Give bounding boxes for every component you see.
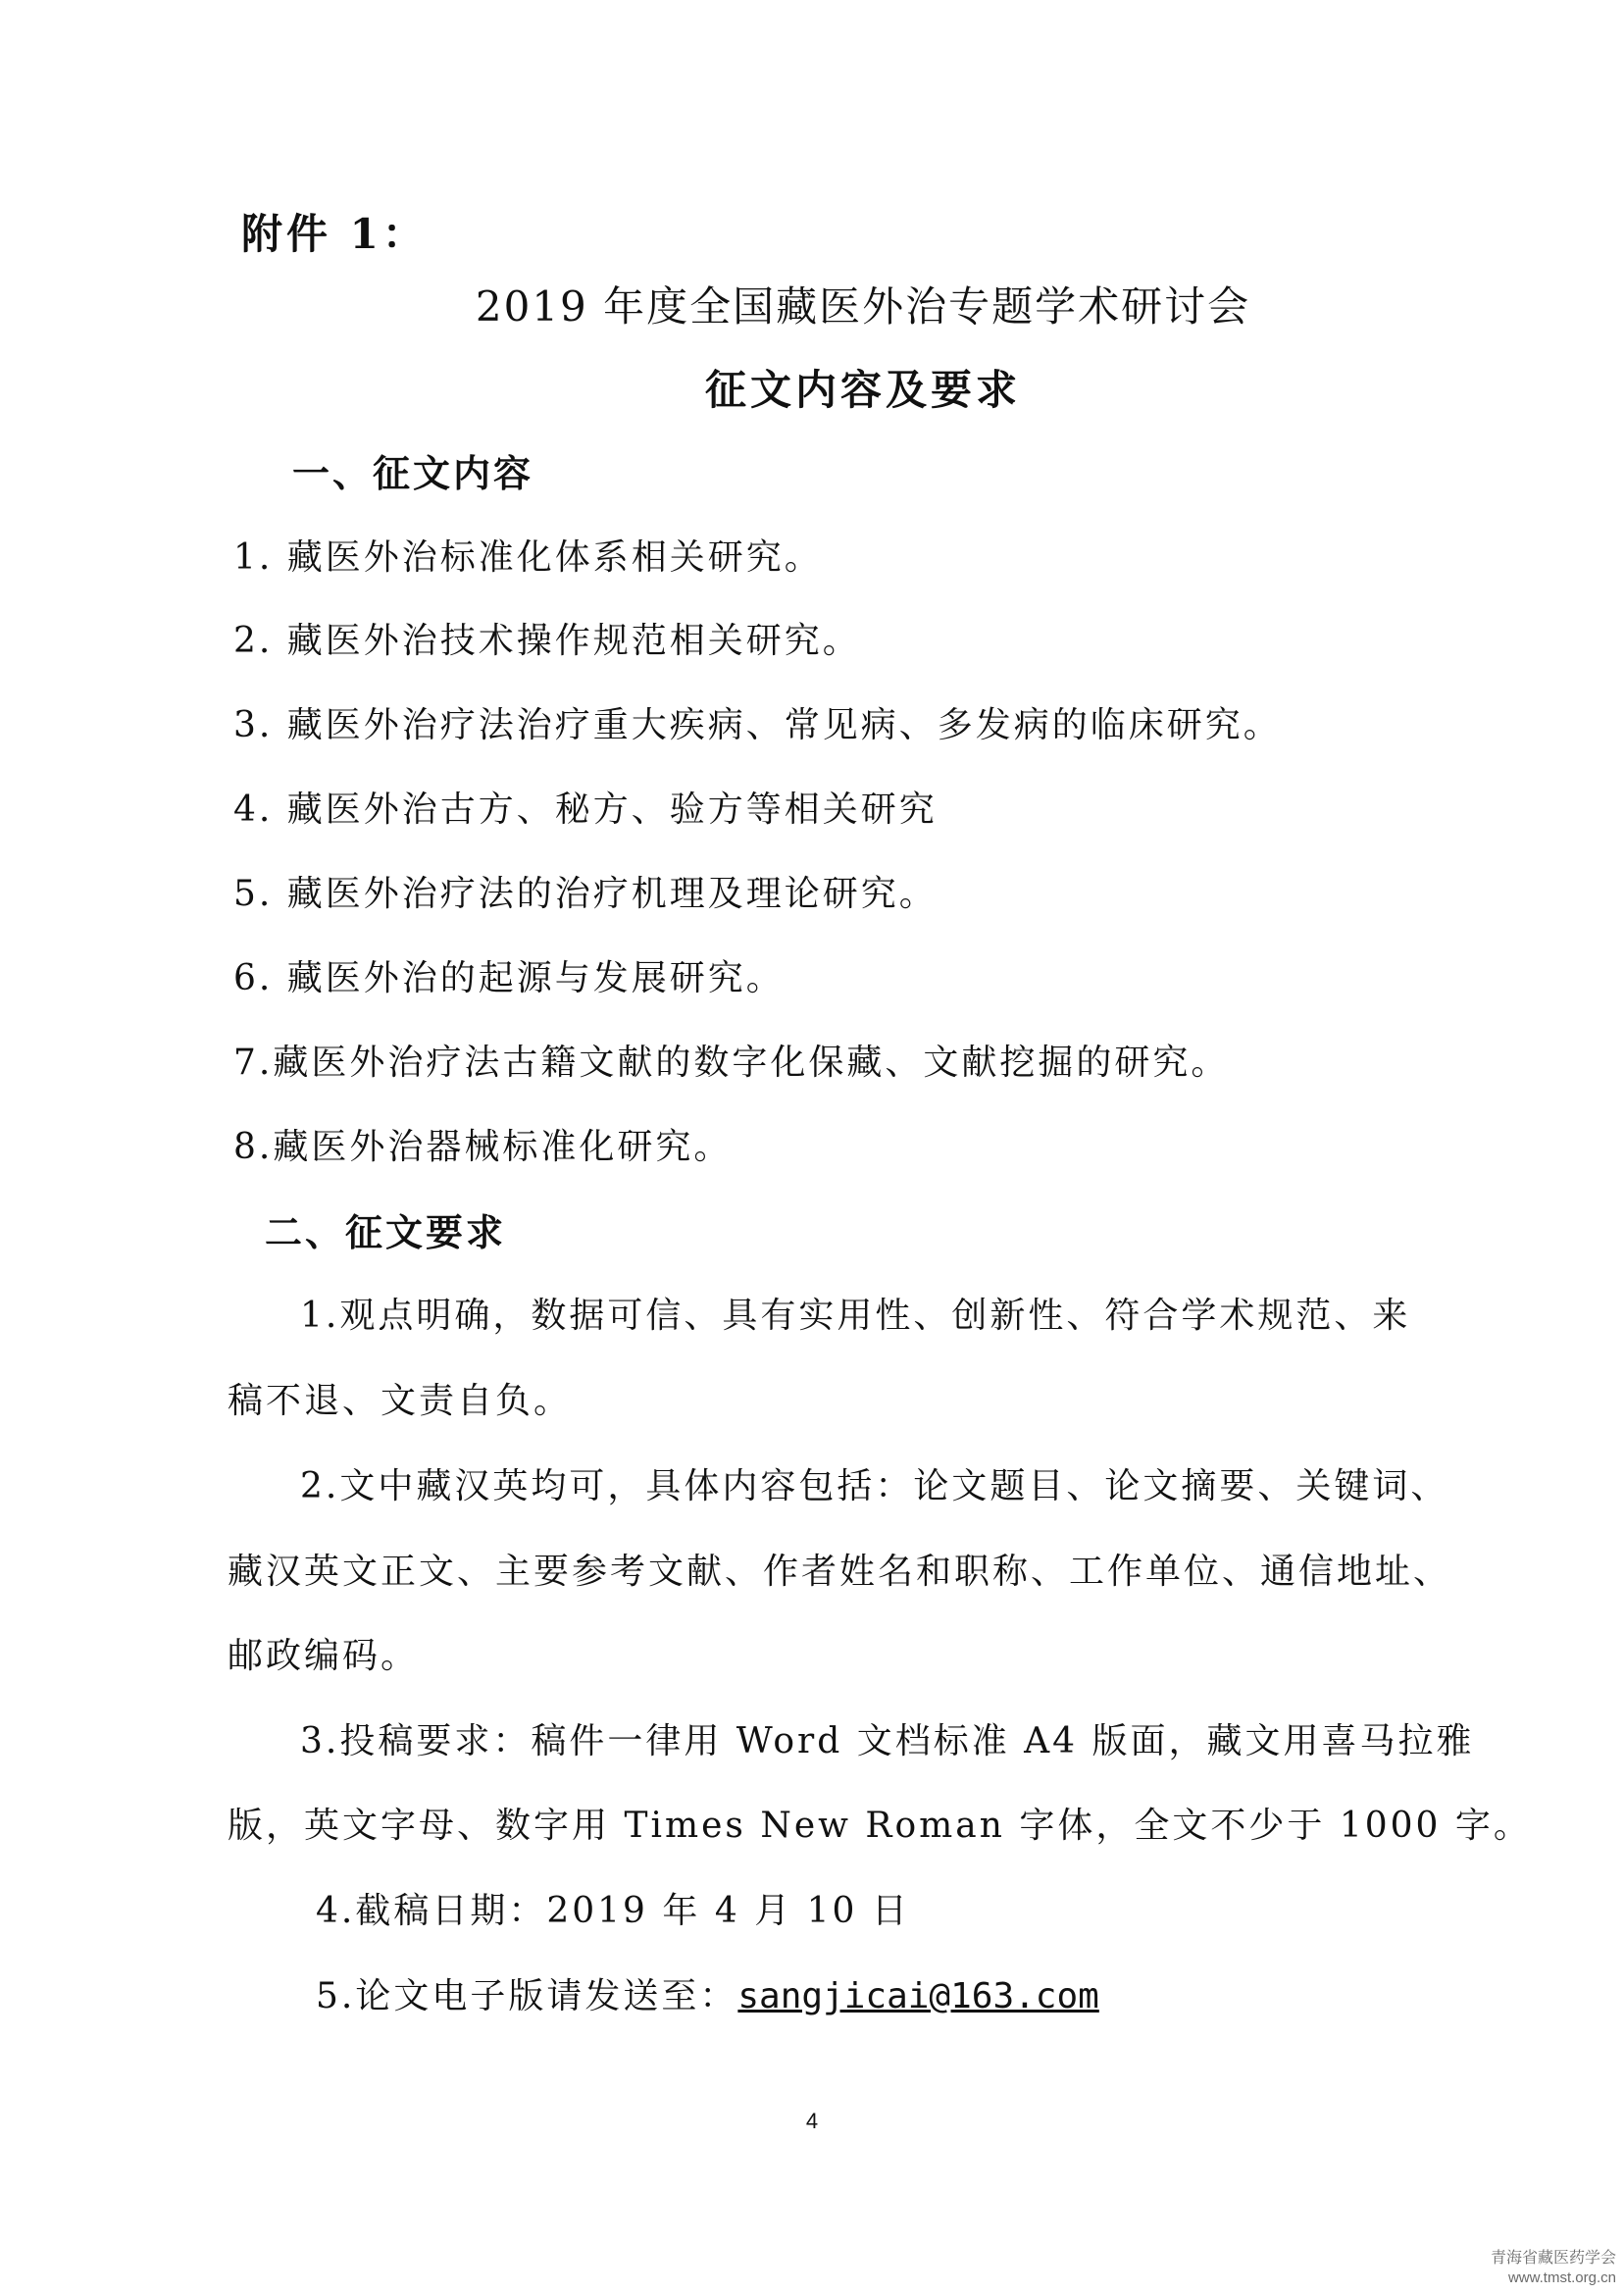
document-subtitle: 征文内容及要求	[704, 366, 1021, 414]
requirement-4: 4.截稿日期：2019 年 4 月 10 日	[316, 1891, 910, 1931]
requirement-2-line3: 邮政编码。	[228, 1636, 420, 1676]
list-item: 6. 藏医外治的起源与发展研究。	[233, 958, 785, 998]
requirement-3-line2: 版，英文字母、数字用 Times New Roman 字体，全文不少于 1000 字。	[228, 1806, 1532, 1846]
list-item: 1. 藏医外治标准化体系相关研究。	[233, 537, 823, 578]
submission-email-link[interactable]: sangjicai@163.com	[737, 1976, 1099, 2016]
requirement-1-line1: 1.观点明确，数据可信、具有实用性、创新性、符合学术规范、来	[300, 1296, 1411, 1336]
list-item: 7.藏医外治疗法古籍文献的数字化保藏、文献挖掘的研究。	[233, 1043, 1230, 1083]
watermark-org: 青海省藏医药学会	[1490, 2250, 1616, 2267]
requirement-2-line1: 2.文中藏汉英均可，具体内容包括：论文题目、论文摘要、关键词、	[300, 1466, 1449, 1506]
section2-heading: 二、征文要求	[265, 1210, 507, 1254]
attachment-label: 附件 1：	[241, 210, 428, 258]
watermark-url: www.tmst.org.cn	[1507, 2269, 1616, 2286]
list-item: 3. 藏医外治疗法治疗重大疾病、常见病、多发病的临床研究。	[233, 705, 1282, 745]
requirement-3-line1: 3.投稿要求：稿件一律用 Word 文档标准 A4 版面，藏文用喜马拉雅	[300, 1721, 1475, 1761]
list-item: 5. 藏医外治疗法的治疗机理及理论研究。	[233, 874, 938, 914]
watermark	[1491, 2249, 1616, 2288]
list-item: 4. 藏医外治古方、秘方、验方等相关研究	[233, 790, 938, 830]
list-item: 8.藏医外治器械标准化研究。	[233, 1127, 733, 1167]
section1-heading: 一、征文内容	[292, 451, 534, 495]
page-number: 4	[805, 2109, 819, 2133]
requirement-1-line2: 稿不退、文责自负。	[228, 1381, 573, 1421]
requirement-5-label: 5.论文电子版请发送至：	[316, 1976, 738, 2016]
list-item: 2. 藏医外治技术操作规范相关研究。	[233, 621, 861, 661]
requirement-2-line2: 藏汉英文正文、主要参考文献、作者姓名和职称、工作单位、通信地址、	[228, 1552, 1452, 1592]
document-title: 2019 年度全国藏医外治专题学术研讨会	[475, 282, 1251, 331]
requirement-5	[316, 1968, 1099, 2018]
